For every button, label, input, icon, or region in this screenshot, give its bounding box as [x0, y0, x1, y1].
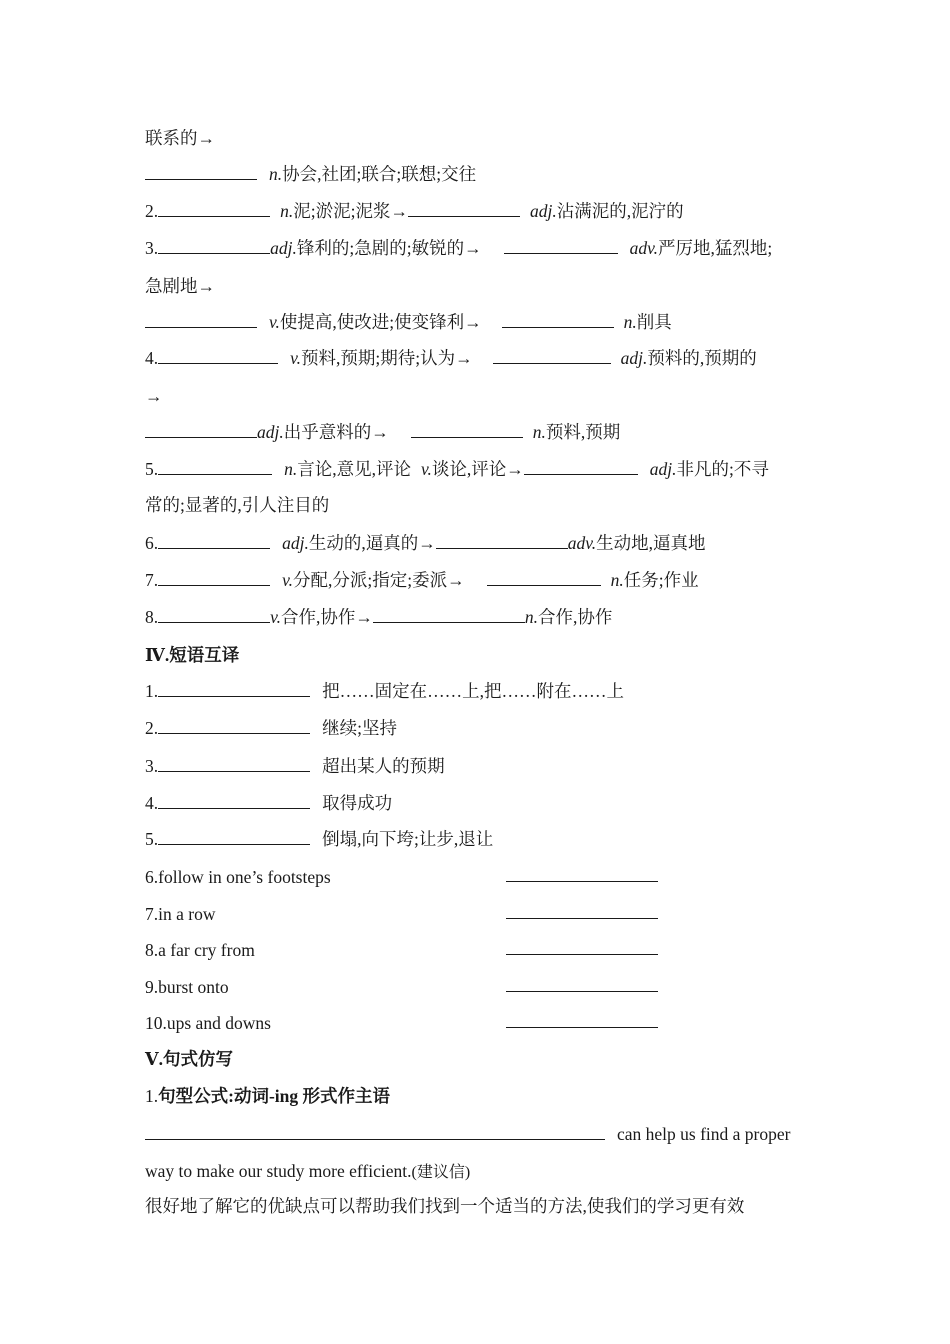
list-item: 2. 继续;坚持 [145, 718, 397, 738]
text-line: 急剧地→ [145, 276, 215, 296]
answer-blank[interactable] [493, 348, 611, 364]
text-line: 4. v.预料,预期;期待;认为→ adj.预料的,预期的 [145, 348, 757, 368]
answer-blank[interactable] [158, 718, 310, 734]
section-title: Ⅳ.短语互译 [145, 645, 240, 665]
list-item: 9.burst onto [145, 977, 229, 997]
answer-blank[interactable] [408, 201, 520, 217]
answer-blank[interactable] [158, 348, 278, 364]
answer-blank[interactable] [145, 312, 257, 328]
answer-blank[interactable] [158, 607, 270, 623]
answer-blank[interactable] [145, 1124, 605, 1140]
section-title: Ⅴ.句式仿写 [145, 1049, 233, 1069]
list-item: 7.in a row [145, 904, 216, 924]
text-line: n.协会,社团;联合;联想;交往 [145, 163, 476, 185]
answer-blank[interactable] [506, 903, 658, 919]
answer-blank[interactable] [506, 976, 658, 992]
text-line: 8. v.合作,协作→ n.合作,协作 [145, 607, 613, 627]
answer-blank[interactable] [502, 312, 614, 328]
text-line: adj.出乎意料的→ n.预料,预期 [145, 421, 620, 443]
sentence-line: way to make our study more efficient.(建议信) [145, 1161, 471, 1181]
answer-blank[interactable] [506, 939, 658, 955]
answer-blank[interactable] [158, 533, 270, 549]
text-line: 7. v.分配,分派;指定;委派→ n.任务;作业 [145, 570, 699, 590]
answer-blank[interactable] [158, 756, 310, 772]
list-item: 10.ups and downs [145, 1013, 271, 1033]
answer-blank[interactable] [411, 422, 523, 438]
answer-blank[interactable] [506, 1012, 658, 1028]
answer-blank[interactable] [158, 238, 270, 254]
text-line: 常的;显著的,引人注目的 [145, 495, 330, 515]
answer-blank[interactable] [506, 866, 658, 882]
answer-blank[interactable] [373, 607, 525, 623]
list-item: 5. 倒塌,向下垮;让步,退让 [145, 829, 494, 849]
answer-blank[interactable] [158, 681, 310, 697]
text-line: 联系的→ [145, 128, 215, 148]
answer-blank[interactable] [524, 459, 638, 475]
text-line: 3. adj.锋利的;急剧的;敏锐的→ adv.严厉地,猛烈地; [145, 238, 773, 258]
text-line: 5. n.言论,意见,评论 v.谈论,评论→ adj.非凡的;不寻 [145, 459, 769, 479]
list-item: 6.follow in one’s footsteps [145, 867, 331, 887]
text-line: 2. n.泥;淤泥;泥浆→ adj.沾满泥的,泥泞的 [145, 201, 684, 221]
answer-blank[interactable] [504, 238, 618, 254]
answer-blank[interactable] [158, 829, 310, 845]
sentence-line: can help us find a proper [145, 1123, 790, 1145]
answer-blank[interactable] [145, 164, 257, 180]
list-item: 1. 把……固定在……上,把……附在……上 [145, 681, 624, 701]
answer-blank[interactable] [487, 570, 601, 586]
text-line: → [145, 386, 163, 406]
answer-blank[interactable] [158, 570, 270, 586]
answer-blank[interactable] [158, 201, 270, 217]
list-item: 3. 超出某人的预期 [145, 756, 445, 776]
answer-blank[interactable] [145, 422, 257, 438]
list-item: 4. 取得成功 [145, 793, 393, 813]
subsection-title: 1.句型公式:动词-ing 形式作主语 [145, 1086, 391, 1106]
answer-blank[interactable] [158, 793, 310, 809]
list-item: 8.a far cry from [145, 940, 255, 960]
translation-line: 很好地了解它的优缺点可以帮助我们找到一个适当的方法,使我们的学习更有效 [145, 1196, 745, 1216]
answer-blank[interactable] [158, 459, 272, 475]
text-line: 6. adj.生动的,逼真的→ adv.生动地,逼真地 [145, 533, 706, 553]
text-line: v.使提高,使改进;使变锋利→ n.削具 [145, 311, 672, 333]
answer-blank[interactable] [436, 533, 568, 549]
